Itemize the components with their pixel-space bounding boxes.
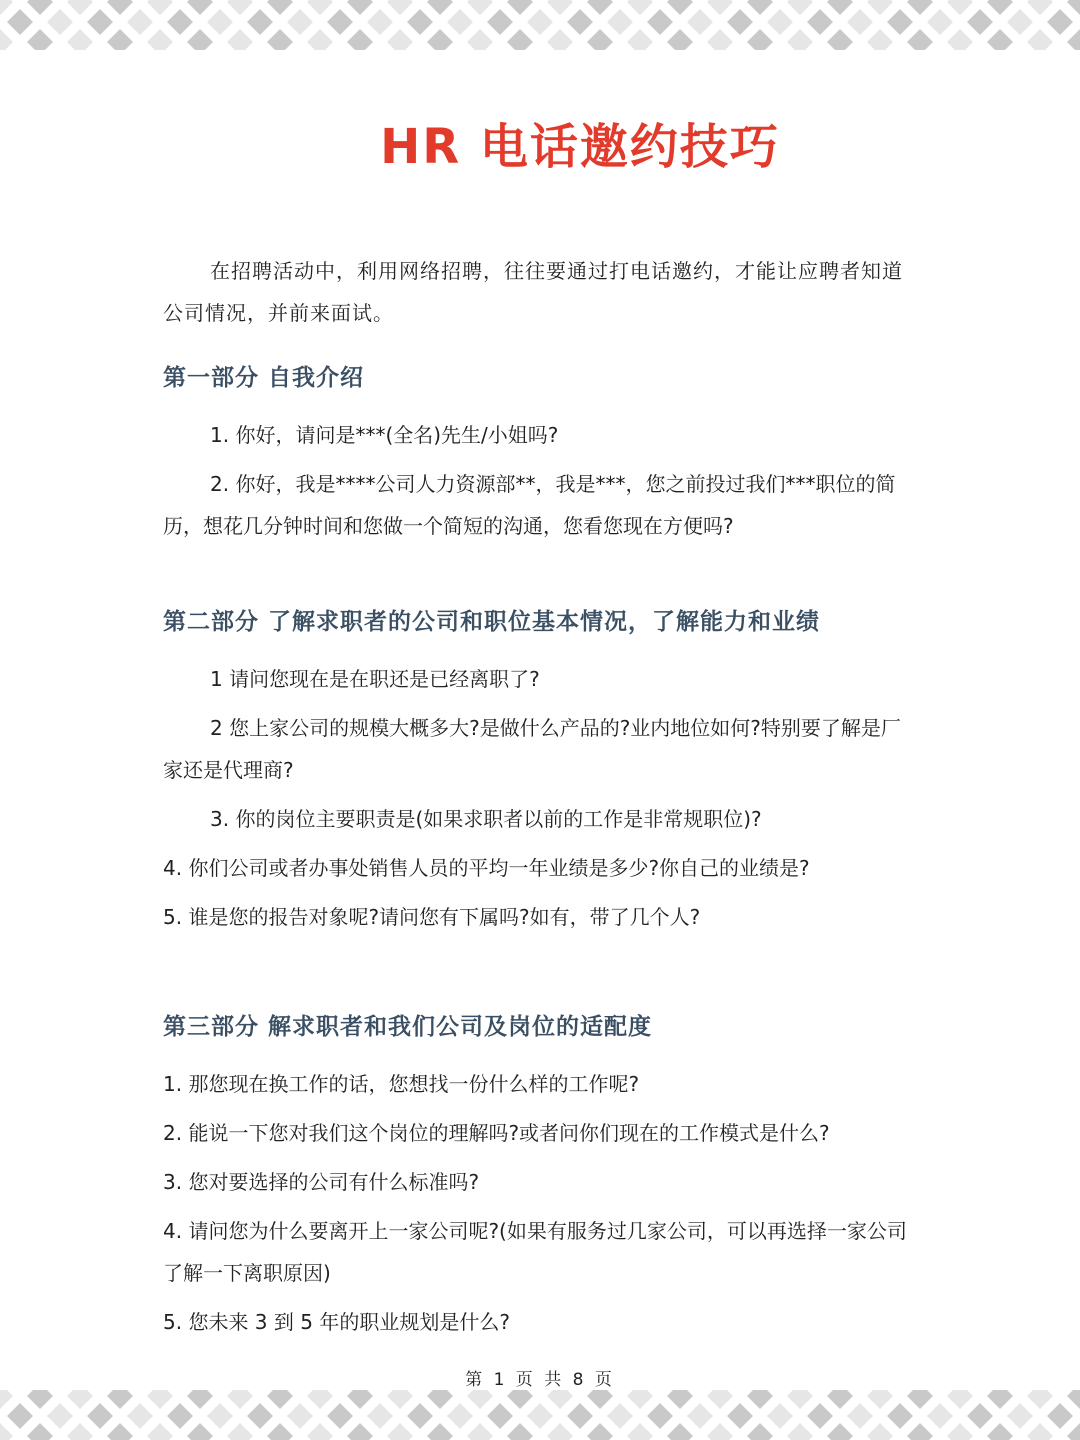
diamond-mark: [267, 29, 293, 50]
diamond-mark: [387, 29, 413, 50]
diamond-mark: [507, 29, 533, 50]
diamond-mark: [147, 0, 173, 15]
diamond-mark: [347, 0, 373, 15]
diamond-mark: [147, 29, 173, 50]
diamond-mark: [187, 0, 213, 15]
diamond-mark: [107, 29, 133, 50]
diamond-mark: [307, 29, 333, 50]
diamond-mark: [567, 9, 593, 35]
diamond-mark: [127, 1403, 153, 1429]
diamond-mark: [0, 1390, 13, 1409]
diamond-mark: [947, 1390, 973, 1409]
document-body: [163, 250, 918, 1350]
diamond-mark: [327, 9, 353, 35]
diamond-mark: [287, 1403, 313, 1429]
diamond-mark: [867, 1423, 893, 1440]
diamond-mark: [227, 1390, 253, 1409]
diamond-mark: [147, 1423, 173, 1440]
diamond-mark: [767, 1403, 793, 1429]
diamond-mark: [607, 9, 633, 35]
diamond-mark: [67, 1423, 93, 1440]
diamond-mark: [107, 1390, 133, 1409]
diamond-mark: [907, 29, 933, 50]
diamond-mark: [207, 9, 233, 35]
diamond-mark: [47, 9, 73, 35]
diamond-mark: [267, 0, 293, 15]
diamond-mark: [367, 9, 393, 35]
diamond-mark: [787, 0, 813, 15]
list-item: 1. 你好，请问是***(全名)先生/小姐吗?: [210, 423, 559, 447]
diamond-mark: [427, 29, 453, 50]
list-item: 1 请问您现在是在职还是已经离职了?: [210, 667, 540, 691]
diamond-mark: [707, 1423, 733, 1440]
diamond-mark: [647, 1403, 673, 1429]
diamond-mark: [587, 1390, 613, 1409]
diamond-mark: [467, 29, 493, 50]
diamond-mark: [67, 1390, 93, 1409]
diamond-mark: [387, 0, 413, 15]
diamond-mark: [107, 0, 133, 15]
list-item: 3. 您对要选择的公司有什么标准吗?: [163, 1170, 480, 1194]
diamond-mark: [727, 9, 753, 35]
diamond-mark: [667, 0, 693, 15]
diamond-mark: [827, 1390, 853, 1409]
diamond-mark: [947, 29, 973, 50]
diamond-mark: [787, 29, 813, 50]
diamond-mark: [507, 0, 533, 15]
diamond-mark: [187, 1423, 213, 1440]
diamond-mark: [747, 29, 773, 50]
diamond-mark: [467, 0, 493, 15]
diamond-mark: [1047, 9, 1073, 35]
diamond-mark: [407, 9, 433, 35]
diamond-mark: [87, 9, 113, 35]
diamond-mark: [987, 29, 1013, 50]
diamond-mark: [847, 9, 873, 35]
diamond-mark: [747, 1390, 773, 1409]
diamond-mark: [787, 1423, 813, 1440]
diamond-mark: [667, 1390, 693, 1409]
diamond-mark: [607, 1403, 633, 1429]
diamond-mark: [207, 1403, 233, 1429]
diamond-mark: [7, 1403, 33, 1429]
diamond-mark: [547, 1423, 573, 1440]
intro-paragraph: 在招聘活动中，利用网络招聘，往往要通过打电话邀约，才能让应聘者知道公司情况，并前来面试。: [163, 259, 903, 325]
diamond-mark: [887, 1403, 913, 1429]
diamond-mark: [907, 1423, 933, 1440]
diamond-mark: [1047, 1403, 1073, 1429]
diamond-mark: [807, 1403, 833, 1429]
diamond-mark: [347, 1390, 373, 1409]
diamond-mark: [527, 1403, 553, 1429]
diamond-mark: [587, 1423, 613, 1440]
diamond-mark: [447, 9, 473, 35]
diamond-mark: [1007, 1403, 1033, 1429]
diamond-mark: [1027, 0, 1053, 15]
diamond-mark: [467, 1423, 493, 1440]
diamond-mark: [0, 0, 13, 15]
decorative-border-bottom: [0, 1390, 1080, 1440]
diamond-mark: [367, 1403, 393, 1429]
diamond-mark: [27, 29, 53, 50]
page-number: 第 1 页 共 8 页: [465, 1370, 615, 1390]
diamond-mark: [1027, 1423, 1053, 1440]
decorative-border-top: [0, 0, 1080, 50]
diamond-mark: [0, 1423, 13, 1440]
diamond-mark: [627, 29, 653, 50]
diamond-mark: [287, 9, 313, 35]
list-item: 4. 你们公司或者办事处销售人员的平均一年业绩是多少?你自己的业绩是?: [163, 856, 810, 880]
diamond-mark: [0, 29, 13, 50]
diamond-mark: [27, 1390, 53, 1409]
diamond-mark: [27, 0, 53, 15]
diamond-mark: [587, 29, 613, 50]
diamond-mark: [387, 1423, 413, 1440]
diamond-mark: [167, 9, 193, 35]
diamond-mark: [547, 0, 573, 15]
diamond-mark: [567, 1403, 593, 1429]
diamond-mark: [967, 1403, 993, 1429]
diamond-mark: [7, 9, 33, 35]
section-2: [163, 600, 918, 938]
diamond-mark: [807, 9, 833, 35]
diamond-mark: [307, 1423, 333, 1440]
list-item: 4. 请问您为什么要离开上一家公司呢?(如果有服务过几家公司，可以再选择一家公司了解一下离职原因): [163, 1219, 907, 1285]
section-heading: 第二部分 了解求职者的公司和职位基本情况，了解能力和业绩: [163, 609, 821, 635]
list-item: 2. 你好，我是****公司人力资源部**，我是***，您之前投过我们***职位的简历，想花几分钟时间和您做一个简短的沟通，您看您现在方便吗?: [163, 472, 896, 538]
diamond-mark: [147, 1390, 173, 1409]
diamond-mark: [627, 0, 653, 15]
list-item: 5. 谁是您的报告对象呢?请问您有下属吗?如有，带了几个人?: [163, 905, 701, 929]
diamond-mark: [347, 29, 373, 50]
diamond-mark: [1027, 29, 1053, 50]
diamond-mark: [1067, 0, 1080, 15]
diamond-mark: [867, 0, 893, 15]
diamond-mark: [927, 9, 953, 35]
diamond-mark: [987, 1423, 1013, 1440]
diamond-mark: [527, 9, 553, 35]
diamond-mark: [67, 0, 93, 15]
section-1: [163, 356, 918, 547]
diamond-mark: [667, 1423, 693, 1440]
diamond-mark: [247, 1403, 273, 1429]
diamond-mark: [127, 9, 153, 35]
diamond-mark: [587, 0, 613, 15]
diamond-mark: [427, 1423, 453, 1440]
diamond-mark: [747, 0, 773, 15]
diamond-mark: [987, 1390, 1013, 1409]
diamond-mark: [307, 1390, 333, 1409]
list-item: 3. 你的岗位主要职责是(如果求职者以前的工作是非常规职位)?: [210, 807, 762, 831]
diamond-mark: [187, 29, 213, 50]
diamond-mark: [867, 1390, 893, 1409]
diamond-mark: [507, 1423, 533, 1440]
page-title: HR 电话邀约技巧: [380, 119, 780, 175]
diamond-mark: [227, 0, 253, 15]
diamond-pattern-icon: [0, 0, 1080, 50]
diamond-mark: [847, 1403, 873, 1429]
diamond-mark: [327, 1403, 353, 1429]
diamond-mark: [387, 1390, 413, 1409]
list-item: 2 您上家公司的规模大概多大?是做什么产品的?业内地位如何?特别要了解是厂家还是代理商?: [163, 716, 901, 782]
section-heading: 第三部分 解求职者和我们公司及岗位的适配度: [163, 1014, 653, 1040]
diamond-mark: [687, 1403, 713, 1429]
diamond-mark: [667, 29, 693, 50]
diamond-mark: [267, 1390, 293, 1409]
diamond-mark: [947, 0, 973, 15]
diamond-mark: [1067, 1423, 1080, 1440]
diamond-mark: [167, 1403, 193, 1429]
diamond-mark: [647, 9, 673, 35]
diamond-mark: [447, 1403, 473, 1429]
diamond-mark: [1007, 9, 1033, 35]
diamond-mark: [487, 9, 513, 35]
diamond-mark: [707, 1390, 733, 1409]
diamond-mark: [967, 9, 993, 35]
diamond-mark: [47, 1403, 73, 1429]
diamond-mark: [987, 0, 1013, 15]
diamond-mark: [87, 1403, 113, 1429]
diamond-mark: [907, 1390, 933, 1409]
diamond-mark: [687, 9, 713, 35]
diamond-mark: [427, 1390, 453, 1409]
diamond-mark: [627, 1390, 653, 1409]
list-item: 2. 能说一下您对我们这个岗位的理解吗?或者问你们现在的工作模式是什么?: [163, 1121, 830, 1145]
diamond-mark: [487, 1403, 513, 1429]
list-item: 1. 那您现在换工作的话，您想找一份什么样的工作呢?: [163, 1072, 640, 1096]
diamond-mark: [1027, 1390, 1053, 1409]
diamond-mark: [827, 1423, 853, 1440]
diamond-mark: [267, 1423, 293, 1440]
diamond-mark: [747, 1423, 773, 1440]
diamond-mark: [727, 1403, 753, 1429]
diamond-mark: [467, 1390, 493, 1409]
diamond-mark: [187, 1390, 213, 1409]
diamond-mark: [247, 9, 273, 35]
diamond-mark: [787, 1390, 813, 1409]
diamond-mark: [947, 1423, 973, 1440]
diamond-mark: [907, 0, 933, 15]
diamond-mark: [347, 1423, 373, 1440]
diamond-mark: [507, 1390, 533, 1409]
diamond-mark: [427, 0, 453, 15]
diamond-mark: [307, 0, 333, 15]
diamond-mark: [27, 1423, 53, 1440]
diamond-mark: [547, 29, 573, 50]
diamond-mark: [867, 29, 893, 50]
diamond-mark: [67, 29, 93, 50]
diamond-mark: [627, 1423, 653, 1440]
diamond-mark: [887, 9, 913, 35]
diamond-mark: [707, 0, 733, 15]
diamond-mark: [827, 0, 853, 15]
diamond-mark: [767, 9, 793, 35]
diamond-mark: [707, 29, 733, 50]
section-heading: 第一部分 自我介绍: [163, 365, 365, 391]
diamond-mark: [107, 1423, 133, 1440]
diamond-mark: [1067, 29, 1080, 50]
diamond-mark: [227, 29, 253, 50]
diamond-mark: [407, 1403, 433, 1429]
diamond-mark: [927, 1403, 953, 1429]
diamond-pattern-icon: [0, 1390, 1080, 1440]
diamond-mark: [547, 1390, 573, 1409]
diamond-mark: [227, 1423, 253, 1440]
section-3: [163, 1005, 918, 1343]
list-item: 5. 您未来 3 到 5 年的职业规划是什么?: [163, 1310, 510, 1334]
diamond-mark: [827, 29, 853, 50]
diamond-mark: [1067, 1390, 1080, 1409]
